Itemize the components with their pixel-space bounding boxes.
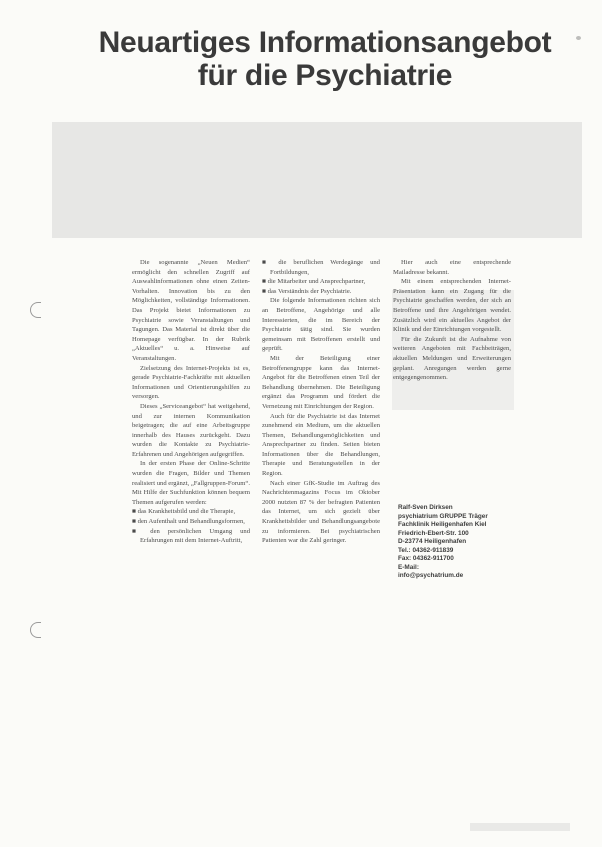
contact-org: Fachklinik Heiligenhafen Kiel [398,521,487,528]
bullet-item: ■ den persönlichen Umgang und Erfahrungen mit dem Internet-Auftritt, [132,527,250,545]
article-column-1 [132,258,250,788]
paragraph: Dieses „Serviceangebot“ hat weitgehend, und zur internen Kommunikation beigetragen; die auf eine Arbeitsgruppe innerhalb des Hauses zurückgeht. Dazu wurden die Kontakte zu Psychiatrie-Erfahrenen und Angehörigen aufgegriffen. [132,402,250,458]
punch-hole-mark [30,302,41,318]
paragraph: In der ersten Phase der Online-Schritte wurden die Fragen, Bilder und Themen realisiert und ergänzt, „Fallgruppen-Forum“. Mit Hilfe der Suchfunktion können bequem Themen aufgerufen werden: [132,460,250,506]
contact-tel: Tel.: 04362-911839 [398,546,454,554]
bullet-item: ■ das Krankheitsbild und die Therapie, [132,508,236,516]
paragraph: Für die Zukunft ist die Aufnahme von weiteren Angeboten mit Fachbeiträgen, aktuellen Meldungen und Erweiterungen geplant. Anregungen werden gerne entgegengenommen. [393,335,511,382]
headline [80,26,570,92]
bullet-item: ■ die beruflichen Werdegänge und Fortbildungen, [262,259,380,276]
headline-line-1: Neuartiges Informationsangebot [98,26,552,59]
article-column-2 [262,258,380,814]
intro-block-blurred [52,122,582,238]
contact-email-label: E-Mail: [398,563,419,571]
contact-fax: Fax: 04362-911700 [398,555,454,562]
paragraph: Auch für die Psychiatrie ist das Internet zunehmend ein Medium, um die aktuellen Themen, Behandlungsmöglichkeiten und Ansprechpartner zu finden. Seiten bieten Informationen über die Behandlungen, Therapie und Beratungsstellen in der Region. [262,412,380,478]
punch-hole-mark [30,622,41,638]
bullet-item: ■ den Aufenthalt und Behandlungsformen, [132,518,245,526]
contact-city: D-23774 Heiligenhafen [398,538,467,545]
paragraph: Nach einer GfK-Studie im Auftrag des Nachrichtenmagazins Focus im Oktober 2000 nutzten 87 % der befragten Patienten das Internet, um sich gezielt über Krankheitsbilder und Behandlungsangebote zu informieren. Bei psychiatrischen Patienten war die Zahl geringer. [262,479,380,545]
paragraph: Mit der Beteiligung einer Betroffenengruppe kann das Internet-Angebot für die Betroffenen einen Teil der Behandlung übernehmen. Die Beteiligung ergänzt das Programm und fördert die Vernetzung mit Einrichtungen der Region. [262,354,380,410]
paragraph: Die sogenannte „Neuen Medien“ ermöglicht den schnellen Zugriff auf Auswahlinformationen ohne einen Zeiten-Vorhalten. Innovation bis zu den Möglichkeiten, vollständige Informationen. Das Projekt bietet Informationen zu Psychiatrie sowie Veranstaltungen und Tagungen. Das Material ist direkt über die Homepage verfügbar. In der Rubrik „Aktuelles“ u. a. Hinweise auf Veranstaltungen. [132,259,250,362]
paragraph: Die folgende Informationen richten sich an Betroffene, Angehörige und alle Interessierten, die im Bereich der Psychiatrie tätig sind. Sie wurden gemeinsam mit Betroffenen erstellt und geprüft. [262,297,380,353]
headline-line-2: für die Psychiatrie [197,59,453,92]
contact-name: Ralf-Sven Dirksen [398,504,453,511]
footer-blur [470,823,570,831]
contact-org: psychiatrium GRUPPE Träger [398,512,488,520]
contact-block [398,504,510,581]
paragraph: Mit einem entsprechenden Internet-Präsentation kann ein Zugang für die Psychiatrie geschaffen werden, der sich an Betroffene und ihre Angehörigen wendet. Zusätzlich wird ein aktuelles Angebot der Klinik und der Einrichtungen vorgestellt. [393,278,511,334]
contact-email: info@psychatrium.de [398,572,464,579]
paragraph: Zielsetzung des Internet-Projekts ist es, gerade Psychiatrie-Fachkräfte mit aktuellen Informationen und Orientierungshilfen zu versorgen. [132,364,250,401]
bullet-item: ■ die Mitarbeiter und Ansprechpartner, [262,278,366,286]
paragraph: Hier auch eine entsprechende Mailadresse bekannt. [393,259,511,276]
scan-speck [576,36,581,40]
contact-street: Friedrich-Ebert-Str. 100 [398,529,469,537]
bullet-item: ■ das Verständnis der Psychiatrie. [262,287,352,295]
